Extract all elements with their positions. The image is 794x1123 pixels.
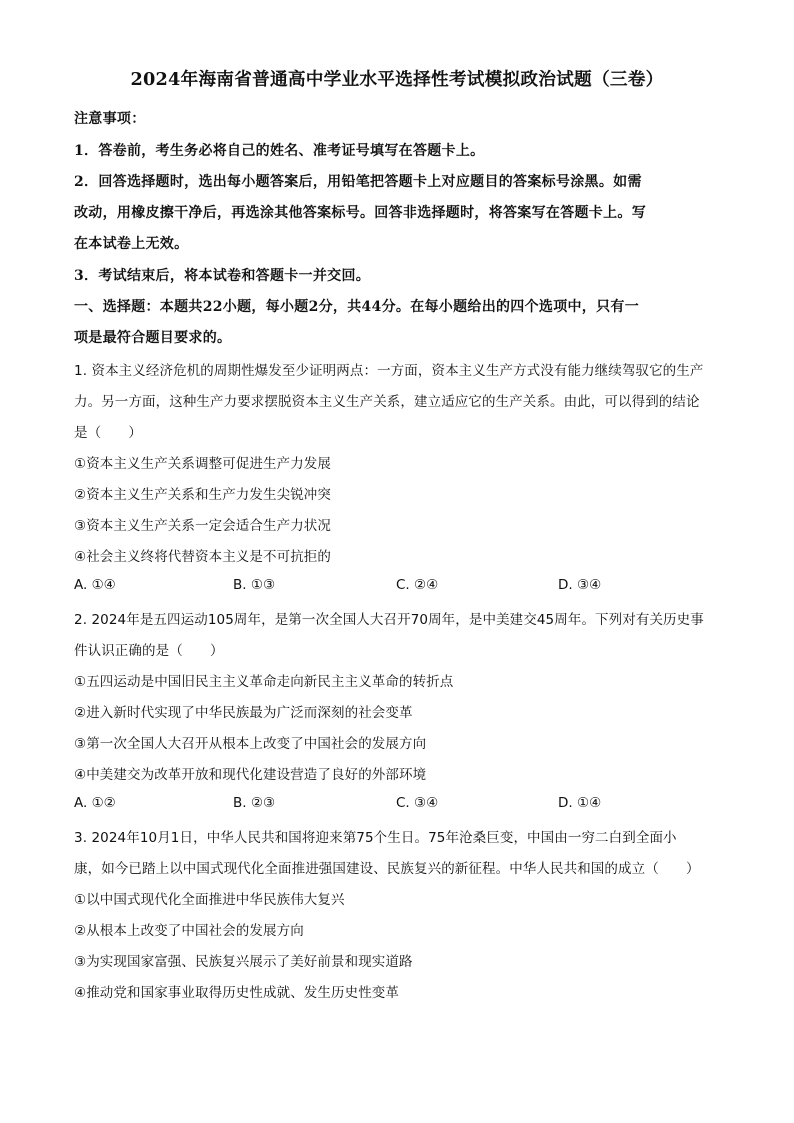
question-2-option-b[interactable]: B. ②③	[233, 795, 276, 811]
question-2-item: ③第一次全国人大召开从根本上改变了中国社会的发展方向	[74, 736, 427, 752]
question-3-stem: 康，如今已踏上以中国式现代化全面推进强国建设、民族复兴的新征程。中华人民共和国的成立（ ）	[74, 861, 700, 877]
question-3-item: ②从根本上改变了中国社会的发展方向	[74, 923, 304, 939]
question-2-stem: 件认识正确的是（ ）	[74, 643, 224, 659]
question-1-stem: 力。另一方面，这种生产力要求摆脱资本主义生产关系，建立适应它的生产关系。由此，可以得到的结论	[74, 394, 700, 410]
notice-line: 在本试卷上无效。	[74, 236, 189, 252]
question-1-item: ③资本主义生产关系一定会适合生产力状况	[74, 518, 332, 534]
question-2-item: ④中美建交为改革开放和现代化建设营造了良好的外部环境	[74, 767, 427, 783]
notice-line: 1．答卷前，考生务必将自己的姓名、准考证号填写在答题卡上。	[74, 143, 485, 159]
notice-heading: 注意事项：	[74, 111, 146, 127]
question-3-item: ③为实现国家富强、民族复兴展示了美好前景和现实道路	[74, 954, 413, 970]
question-3-item: ④推动党和国家事业取得历史性成就、发生历史性变革	[74, 985, 400, 1001]
question-2-stem: 2. 2024年是五四运动105周年，是第一次全国人大召开70周年，是中美建交45周年。下列对有关历史事	[74, 612, 704, 628]
question-3-stem: 3. 2024年10月1日，中华人民共和国将迎来第75个生日。75年沧桑巨变，中国由一穷二白到全面小	[74, 830, 677, 846]
question-1-item: ②资本主义生产关系和生产力发生尖锐冲突	[74, 487, 332, 503]
notice-line: 改动，用橡皮擦干净后，再选涂其他答案标号。回答非选择题时，将答案写在答题卡上。写	[74, 205, 646, 221]
question-2-option-a[interactable]: A. ①②	[74, 795, 116, 811]
question-1-stem: 是（ ）	[74, 425, 142, 441]
question-2-item: ①五四运动是中国旧民主主义革命走向新民主主义革命的转折点	[74, 674, 454, 690]
question-2-item: ②进入新时代实现了中华民族最为广泛而深刻的社会变革	[74, 705, 413, 721]
question-3-item: ①以中国式现代化全面推进中华民族伟大复兴	[74, 892, 345, 908]
question-1-option-c[interactable]: C. ②④	[396, 577, 439, 593]
question-2-option-c[interactable]: C. ③④	[396, 795, 439, 811]
page-title: 2024年海南省普通高中学业水平选择性考试模拟政治试题（三卷）	[130, 69, 664, 90]
question-1-item: ④社会主义终将代替资本主义是不可抗拒的	[74, 549, 332, 565]
section-heading: 一、选择题：本题共22小题，每小题2分，共44分。在每小题给出的四个选项中，只有一	[74, 299, 640, 315]
question-1-option-a[interactable]: A. ①④	[74, 577, 116, 593]
section-heading: 项是最符合题目要求的。	[74, 330, 232, 346]
notice-line: 2．回答选择题时，选出每小题答案后，用铅笔把答题卡上对应题目的答案标号涂黑。如需	[74, 174, 642, 190]
notice-line: 3．考试结束后，将本试卷和答题卡一并交回。	[74, 268, 371, 284]
question-1-item: ①资本主义生产关系调整可促进生产力发展	[74, 456, 332, 472]
question-1-option-d[interactable]: D. ③④	[558, 577, 602, 593]
question-2-option-d[interactable]: D. ①④	[558, 795, 602, 811]
question-1-stem: 1. 资本主义经济危机的周期性爆发至少证明两点：一方面，资本主义生产方式没有能力继续驾驭它的生产	[74, 363, 704, 379]
question-1-option-b[interactable]: B. ①③	[233, 577, 276, 593]
